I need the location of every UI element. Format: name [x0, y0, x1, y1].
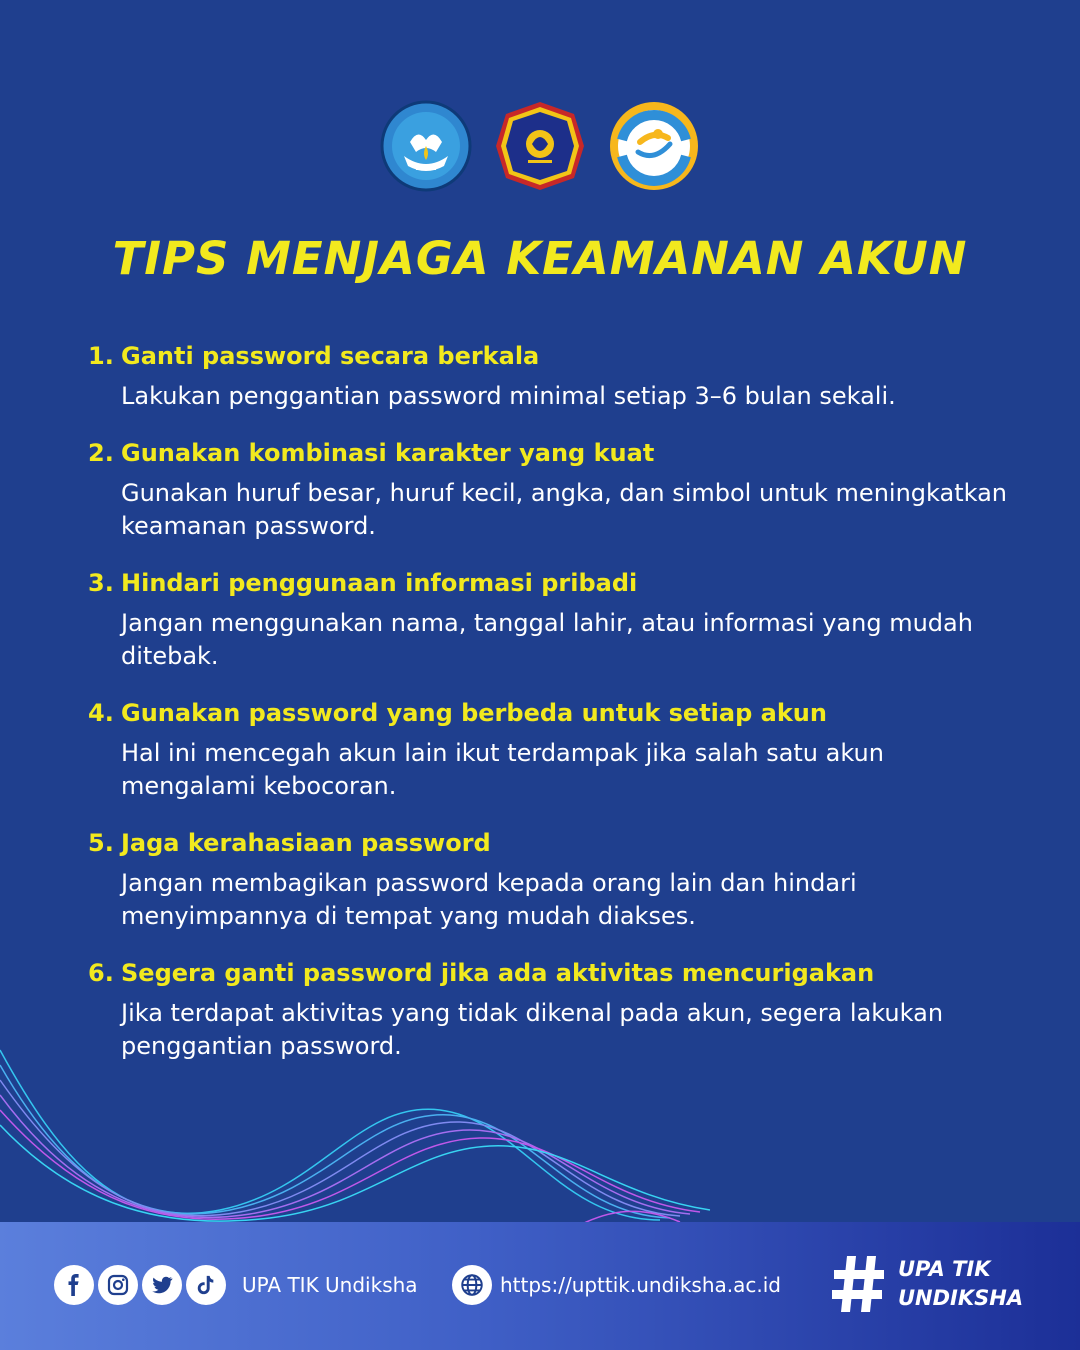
- globe-icon: [452, 1265, 492, 1305]
- tip-description: Gunakan huruf besar, huruf kecil, angka, dan simbol untuk meningkatkan keamanan password.: [121, 479, 1008, 540]
- diktisaintek-logo: [608, 100, 700, 192]
- undiksha-logo: [494, 100, 586, 192]
- tip-heading: Jaga kerahasiaan password: [121, 829, 491, 857]
- tip-number: 5.: [88, 829, 114, 857]
- tut-wuri-handayani-logo: [380, 100, 472, 192]
- tip-heading-row: [88, 955, 1008, 991]
- page-title: TIPS MENJAGA KEAMANAN AKUN: [112, 232, 968, 285]
- tip-description: Hal ini mencegah akun lain ikut terdampak jika salah satu akun mengalami kebocoran.: [121, 739, 884, 800]
- tip-heading: Gunakan password yang berbeda untuk setiap akun: [121, 699, 827, 727]
- tip-description: Jangan menggunakan nama, tanggal lahir, atau informasi yang mudah ditebak.: [121, 609, 973, 670]
- tip-heading-row: [88, 825, 1008, 861]
- website-url[interactable]: https://upttik.undiksha.ac.id: [500, 1273, 781, 1297]
- tip-item: [88, 565, 1008, 673]
- logo-row: [0, 100, 1080, 192]
- tip-description: Lakukan penggantian password minimal setiap 3–6 bulan sekali.: [121, 382, 896, 410]
- tip-number: 4.: [88, 699, 114, 727]
- social-handle: UPA TIK Undiksha: [242, 1273, 418, 1297]
- decorative-waves: [0, 1040, 1080, 1230]
- twitter-icon[interactable]: [142, 1265, 182, 1305]
- tip-description: Jangan membagikan password kepada orang lain dan hindari menyimpannya di tempat yang mudah diakses.: [121, 869, 857, 930]
- facebook-icon[interactable]: [54, 1265, 94, 1305]
- tip-number: 3.: [88, 569, 114, 597]
- tip-item: [88, 338, 1008, 413]
- tip-item: [88, 825, 1008, 933]
- hashtag-block: [832, 1254, 1023, 1314]
- tip-number: 1.: [88, 342, 114, 370]
- website-link[interactable]: [452, 1265, 781, 1305]
- tip-heading-row: [88, 695, 1008, 731]
- hashtag-line-2: UNDIKSHA: [898, 1286, 1024, 1310]
- hashtag-line-1: UPA TIK: [898, 1257, 991, 1281]
- tip-heading: Ganti password secara berkala: [121, 342, 540, 370]
- tip-item: [88, 435, 1008, 543]
- tip-heading: Segera ganti password jika ada aktivitas mencurigakan: [121, 959, 875, 987]
- social-links: [54, 1265, 418, 1305]
- tiktok-icon[interactable]: [186, 1265, 226, 1305]
- tip-number: 6.: [88, 959, 114, 987]
- tips-list: [88, 338, 1008, 1085]
- tip-heading-row: [88, 338, 1008, 374]
- tip-number: 2.: [88, 439, 114, 467]
- tip-heading-row: [88, 435, 1008, 471]
- tip-heading: Gunakan kombinasi karakter yang kuat: [121, 439, 655, 467]
- tip-description: Jika terdapat aktivitas yang tidak dikenal pada akun, segera lakukan penggantian password.: [121, 999, 944, 1060]
- hashtag-icon: [832, 1254, 886, 1314]
- tip-heading: Hindari penggunaan informasi pribadi: [121, 569, 638, 597]
- tip-heading-row: [88, 565, 1008, 601]
- footer-bar: [0, 1222, 1080, 1350]
- instagram-icon[interactable]: [98, 1265, 138, 1305]
- tip-item: [88, 695, 1008, 803]
